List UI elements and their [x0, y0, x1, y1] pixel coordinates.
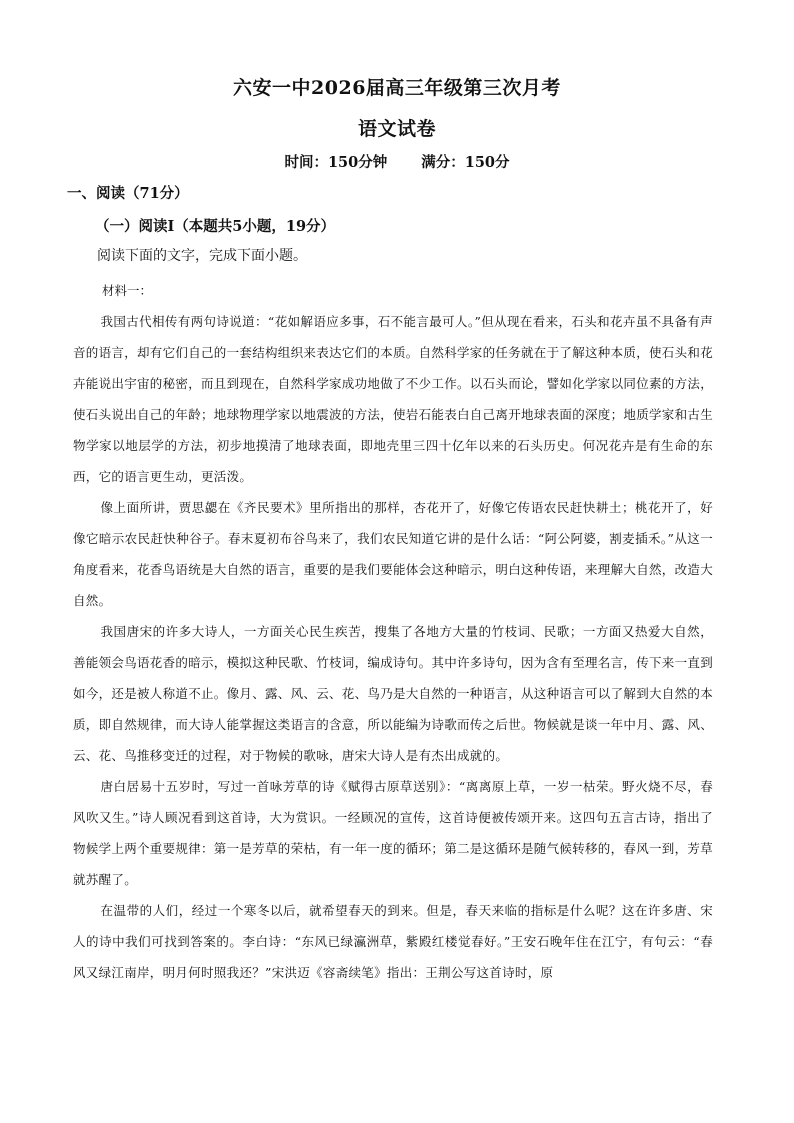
passage-paragraph-3: 我国唐宋的许多大诗人，一方面关心民生疾苦，搜集了各地方大量的竹枝词、民歌；一方面又热爱大自然，善能领会鸟语花香的暗示，模拟这种民歌、竹枝词，编成诗句。其中许多诗句，因为含有至理名言，传下来一直到如今，还是被人称道不止。像月、露、风、云、花、鸟乃是大自然的一种语言，从这种语言可以了解到大自然的本质，即自然规律，而大诗人能掌握这类语言的含意，所以能编为诗歌而传之后世。物候就是谈一年中月、露、风、云、花、鸟推移变迁的过程，对于物候的歌咏，唐宋大诗人是有杰出成就的。 [73, 624, 714, 763]
score-label: 满分：150分 [421, 154, 510, 171]
exam-meta [0, 151, 794, 172]
section-heading: 一、阅读（71分） [67, 185, 189, 202]
reading-passage [73, 306, 713, 988]
sub-section-heading: （一）阅读Ⅰ（本题共5小题，19分） [95, 218, 336, 235]
passage-paragraph-4: 唐白居易十五岁时，写过一首咏芳草的诗《赋得古原草送别》：“离离原上草，一岁一枯荣。野火烧不尽，春风吹又生。”诗人顾况看到这首诗，大为赏识。一经顾况的宣传，这首诗便被传颂开来。这四句五言古诗，指出了物候学上两个重要规律：第一是芳草的荣枯，有一年一度的循环；第二是这循环是随气候转移的，春风一到，芳草就苏醒了。 [73, 779, 714, 887]
time-label: 时间：150分钟 [284, 154, 388, 171]
subject-title: 语文试卷 [357, 118, 436, 140]
passage-paragraph-1: 我国古代相传有两句诗说道：“花如解语应多事，石不能言最可人。”但从现在看来，石头和花卉虽不具备有声音的语言，却有它们自己的一套结构组织来表达它们的本质。自然科学家的任务就在于了解这种本质，使石头和花卉能说出宇宙的秘密，而且到现在，自然科学家成功地做了不少工作。以石头而论，譬如化学家以同位素的方法，使石头说出自己的年龄；地球物理学家以地震波的方法，使岩石能表白自己离开地球表面的深度；地质学家和古生物学家以地层学的方法，初步地摸清了地球表面，即地壳里三四十亿年以来的石头历史。何况花卉是有生命的东西，它的语言更生动，更活泼。 [73, 314, 714, 484]
passage-paragraph-2: 像上面所讲，贾思勰在《齐民要术》里所指出的那样，杏花开了，好像它传语农民赶快耕土；桃花开了，好像它暗示农民赶快种谷子。春末夏初布谷鸟来了，我们农民知道它讲的是什么话：“阿公阿婆，割麦插禾。”从这一角度看来，花香鸟语统是大自然的语言，重要的是我们要能体会这种暗示，明白这种传语，来理解大自然，改造大自然。 [73, 500, 714, 608]
instruction-text: 阅读下面的文字，完成下面小题。 [97, 248, 307, 264]
passage-paragraph-5: 在温带的人们，经过一个寒冬以后，就希望春天的到来。但是，春天来临的指标是什么呢？这在许多唐、宋人的诗中我们可找到答案的。李白诗：“东风已绿瀛洲草，紫殿红楼觉春好。”王安石晚年住在江宁，有句云：“春风又绿江南岸，明月何时照我还？”宋洪迈《容斋续笔》指出：王荆公写这首诗时，原 [73, 903, 713, 980]
material-label: 材料一： [102, 283, 153, 298]
exam-title: 六安一中2026届高三年级第三次月考 [233, 77, 561, 99]
